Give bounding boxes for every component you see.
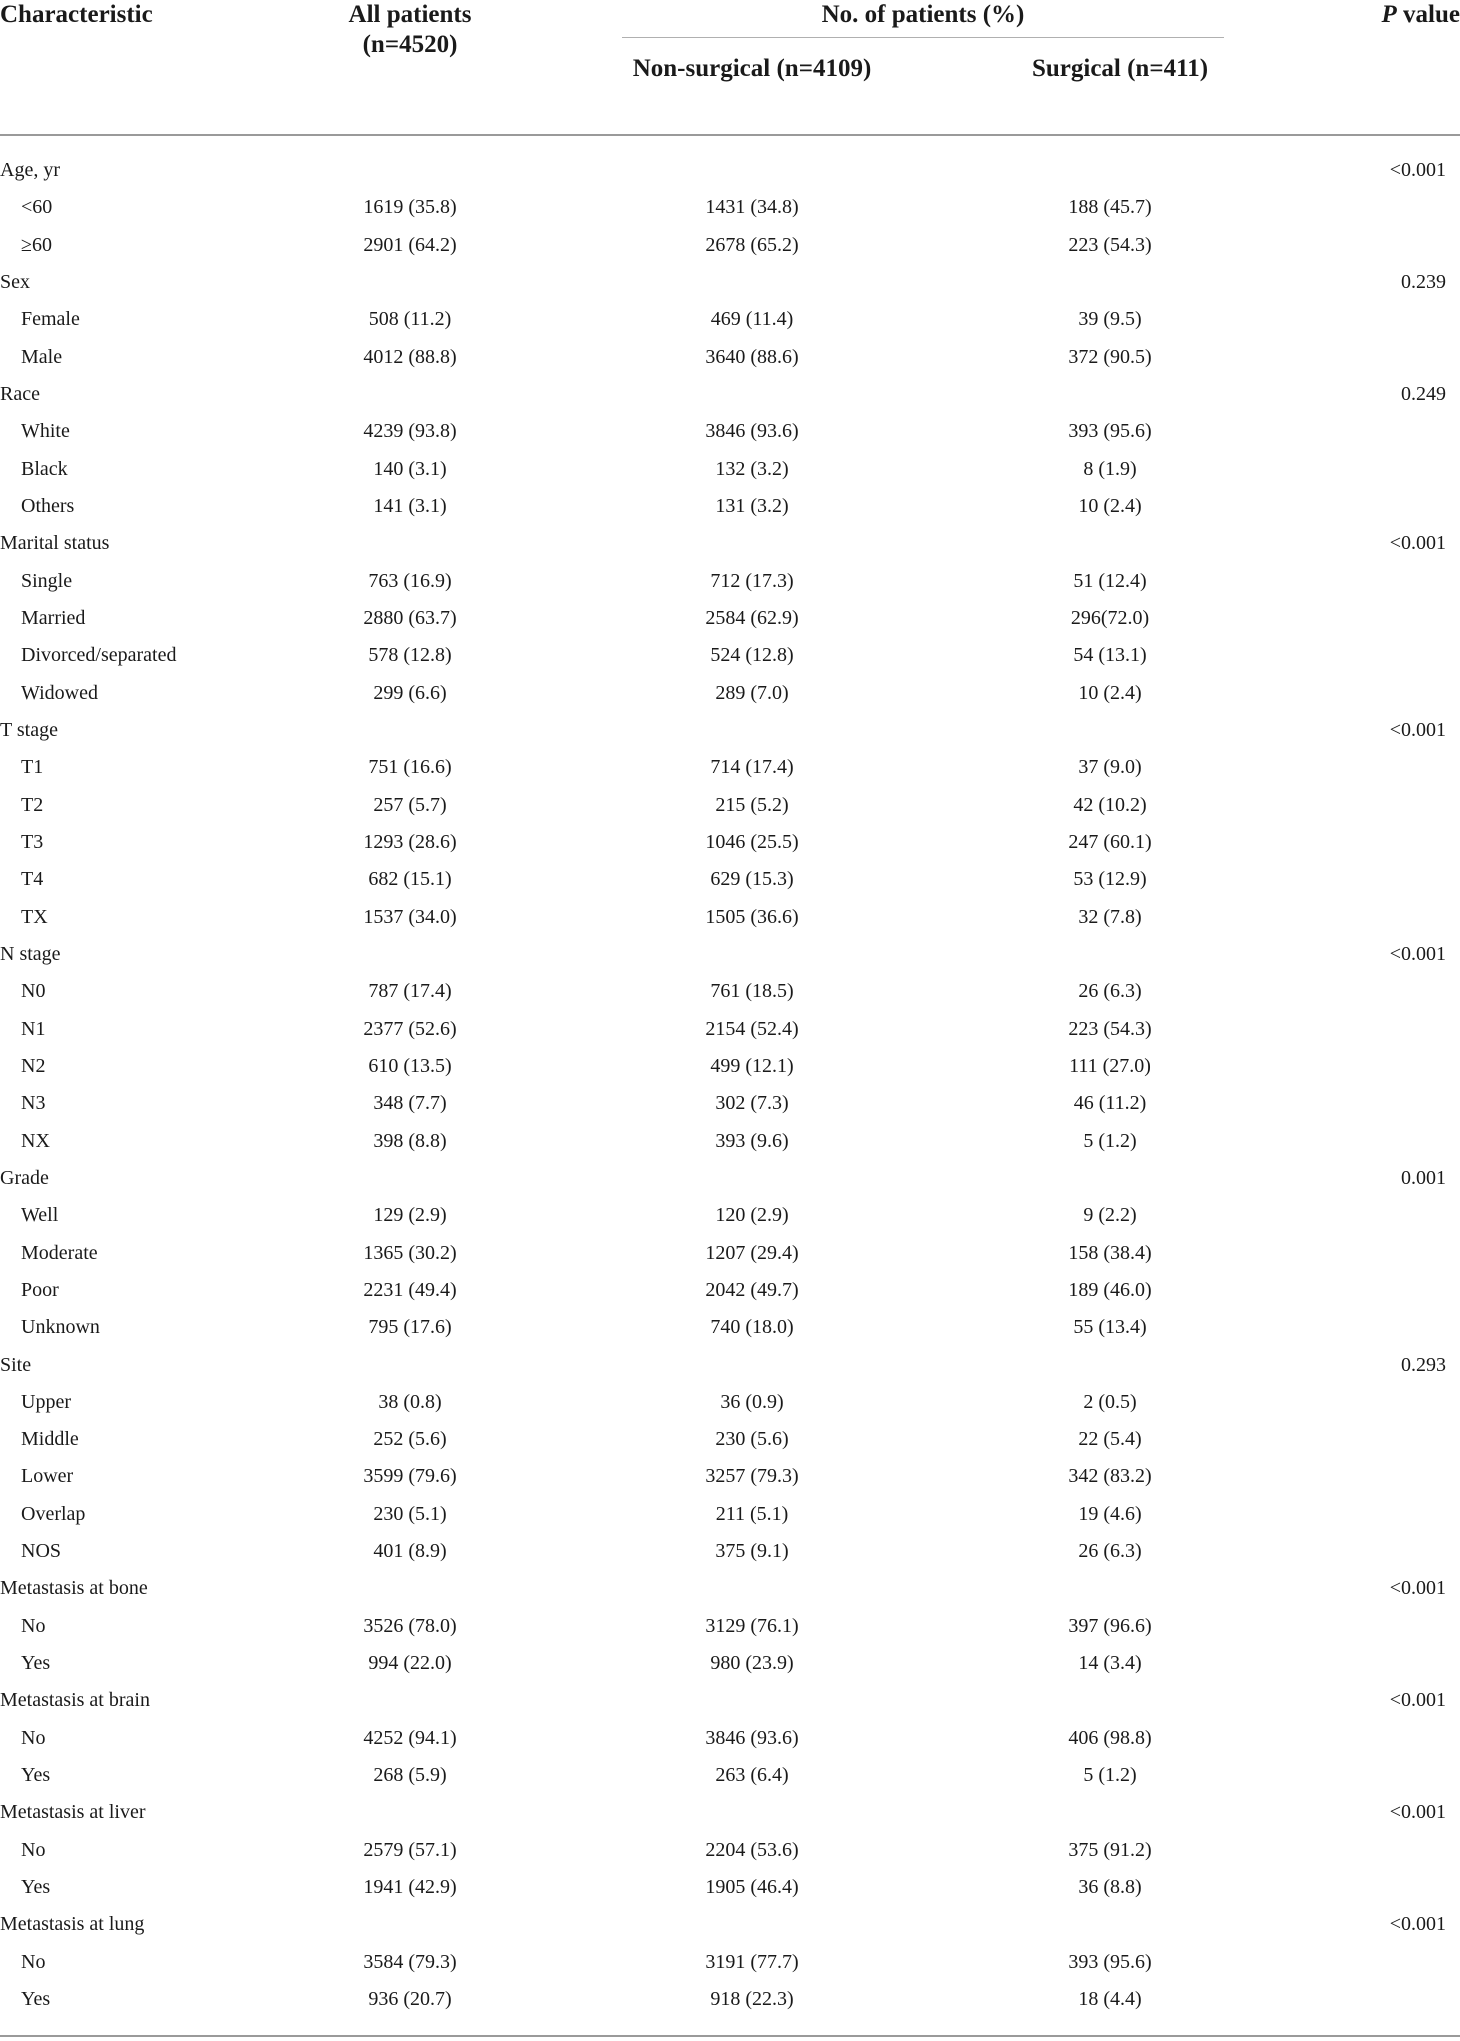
all-patients-value: 2579 (57.1) <box>363 1838 457 1861</box>
bottom-divider <box>0 2035 1460 2037</box>
p-value: 0.239 <box>1401 270 1446 293</box>
non-surgical-value: 3257 (79.3) <box>705 1465 799 1488</box>
row-label: Poor <box>21 1278 59 1301</box>
non-surgical-value: 3640 (88.6) <box>705 345 799 368</box>
surgical-value: 296(72.0) <box>1070 606 1150 629</box>
row-label: Male <box>21 345 63 368</box>
table-row <box>0 1720 1460 1757</box>
all-patients-value: 38 (0.8) <box>378 1390 442 1413</box>
surgical-value: 111 (27.0) <box>1069 1054 1151 1077</box>
row-label: Yes <box>21 1988 51 2011</box>
all-patients-value: 787 (17.4) <box>368 980 452 1003</box>
surgical-value: 223 (54.3) <box>1068 233 1152 256</box>
category-row <box>0 525 1460 562</box>
non-surgical-value: 132 (3.2) <box>715 457 789 480</box>
all-patients-value: 2901 (64.2) <box>363 233 457 256</box>
row-label: NX <box>21 1129 50 1152</box>
non-surgical-value: 302 (7.3) <box>715 1092 789 1115</box>
row-label: T stage <box>0 718 58 741</box>
non-surgical-value: 2042 (49.7) <box>705 1278 799 1301</box>
non-surgical-value: 1046 (25.5) <box>705 830 799 853</box>
header-p-rest: value <box>1396 1 1460 28</box>
all-patients-value: 2231 (49.4) <box>363 1278 457 1301</box>
p-value: <0.001 <box>1389 718 1446 741</box>
table-row <box>0 824 1460 861</box>
non-surgical-value: 1207 (29.4) <box>705 1241 799 1264</box>
table-row <box>0 563 1460 600</box>
table-row <box>0 1235 1460 1272</box>
all-patients-value: 1293 (28.6) <box>363 830 457 853</box>
table-row <box>0 488 1460 525</box>
row-label: Upper <box>21 1390 71 1413</box>
non-surgical-value: 211 (5.1) <box>715 1502 789 1525</box>
non-surgical-value: 918 (22.3) <box>710 1988 794 2011</box>
surgical-value: 18 (4.4) <box>1078 1988 1142 2011</box>
all-patients-value: 2880 (63.7) <box>363 606 457 629</box>
all-patients-value: 4252 (94.1) <box>363 1726 457 1749</box>
header-all-patients-n: (n=4520) <box>362 31 458 58</box>
row-label: White <box>21 420 70 443</box>
table-row <box>0 1011 1460 1048</box>
table-row <box>0 1309 1460 1346</box>
surgical-value: 39 (9.5) <box>1078 308 1142 331</box>
p-value: 0.249 <box>1401 382 1446 405</box>
row-label: No <box>21 1950 46 1973</box>
all-patients-value: 1941 (42.9) <box>363 1876 457 1899</box>
all-patients-value: 141 (3.1) <box>373 494 447 517</box>
table-row <box>0 1944 1460 1981</box>
row-label: Female <box>21 308 80 331</box>
table-row <box>0 1048 1460 1085</box>
table-row <box>0 1981 1460 2018</box>
table-row <box>0 301 1460 338</box>
group-divider <box>622 37 1224 38</box>
surgical-value: 189 (46.0) <box>1068 1278 1152 1301</box>
all-patients-value: 682 (15.1) <box>368 868 452 891</box>
non-surgical-value: 524 (12.8) <box>710 644 794 667</box>
surgical-value: 32 (7.8) <box>1078 905 1142 928</box>
non-surgical-value: 263 (6.4) <box>715 1764 789 1787</box>
surgical-value: 397 (96.6) <box>1068 1614 1152 1637</box>
row-label: Overlap <box>21 1502 86 1525</box>
row-label: No <box>21 1726 46 1749</box>
table-row <box>0 861 1460 898</box>
row-label: Metastasis at liver <box>0 1801 146 1824</box>
header-surgical: Surgical (n=411) <box>1031 55 1209 82</box>
all-patients-value: 252 (5.6) <box>373 1428 447 1451</box>
row-label: T4 <box>21 868 44 891</box>
row-label: Well <box>21 1204 59 1227</box>
surgical-value: 2 (0.5) <box>1083 1390 1137 1413</box>
surgical-value: 22 (5.4) <box>1078 1428 1142 1451</box>
all-patients-value: 140 (3.1) <box>373 457 447 480</box>
row-label: Marital status <box>0 532 110 555</box>
table-row <box>0 339 1460 376</box>
all-patients-value: 610 (13.5) <box>368 1054 452 1077</box>
row-label: N2 <box>21 1054 46 1077</box>
row-label: NOS <box>21 1540 62 1563</box>
non-surgical-value: 393 (9.6) <box>715 1129 789 1152</box>
all-patients-value: 3599 (79.6) <box>363 1465 457 1488</box>
non-surgical-value: 761 (18.5) <box>710 980 794 1003</box>
row-label: Grade <box>0 1166 49 1189</box>
non-surgical-value: 375 (9.1) <box>715 1540 789 1563</box>
all-patients-value: 257 (5.7) <box>373 793 447 816</box>
surgical-value: 10 (2.4) <box>1078 494 1142 517</box>
surgical-value: 37 (9.0) <box>1078 756 1142 779</box>
surgical-value: 51 (12.4) <box>1073 569 1147 592</box>
table-row <box>0 1645 1460 1682</box>
surgical-value: 54 (13.1) <box>1073 644 1147 667</box>
row-label: Metastasis at lung <box>0 1913 145 1936</box>
table-row <box>0 1757 1460 1794</box>
row-label: N3 <box>21 1092 46 1115</box>
row-label: Middle <box>21 1428 79 1451</box>
all-patients-value: 1619 (35.8) <box>363 196 457 219</box>
row-label: Lower <box>21 1465 74 1488</box>
header-characteristic: Characteristic <box>0 1 153 28</box>
non-surgical-value: 629 (15.3) <box>710 868 794 891</box>
category-row <box>0 1570 1460 1607</box>
surgical-value: 158 (38.4) <box>1068 1241 1152 1264</box>
table-row <box>0 637 1460 674</box>
all-patients-value: 508 (11.2) <box>368 308 452 331</box>
surgical-value: 223 (54.3) <box>1068 1017 1152 1040</box>
surgical-value: 19 (4.6) <box>1078 1502 1142 1525</box>
row-label: Site <box>0 1353 32 1376</box>
all-patients-value: 3526 (78.0) <box>363 1614 457 1637</box>
header-p-value <box>1382 0 1460 30</box>
p-value: <0.001 <box>1389 532 1446 555</box>
row-label: Metastasis at bone <box>0 1577 148 1600</box>
table-row <box>0 1384 1460 1421</box>
surgical-value: 247 (60.1) <box>1068 830 1152 853</box>
all-patients-value: 4012 (88.8) <box>363 345 457 368</box>
non-surgical-value: 499 (12.1) <box>710 1054 794 1077</box>
category-row <box>0 936 1460 973</box>
table-row <box>0 675 1460 712</box>
table-row <box>0 973 1460 1010</box>
all-patients-value: 230 (5.1) <box>373 1502 447 1525</box>
row-label: Age, yr <box>0 159 60 181</box>
non-surgical-value: 740 (18.0) <box>710 1316 794 1339</box>
table-row <box>0 413 1460 450</box>
all-patients-value: 751 (16.6) <box>368 756 452 779</box>
all-patients-value: 129 (2.9) <box>373 1204 447 1227</box>
p-value: <0.001 <box>1389 159 1446 181</box>
table-row <box>0 1197 1460 1234</box>
header-group-title: No. of patients (%) <box>821 1 1025 28</box>
p-value: <0.001 <box>1389 942 1446 965</box>
category-row <box>0 376 1460 413</box>
p-value: 0.293 <box>1401 1353 1446 1376</box>
row-label: Metastasis at brain <box>0 1689 150 1712</box>
non-surgical-value: 1905 (46.4) <box>705 1876 799 1899</box>
p-value: <0.001 <box>1389 1801 1446 1824</box>
non-surgical-value: 469 (11.4) <box>710 308 794 331</box>
p-value: <0.001 <box>1389 1577 1446 1600</box>
all-patients-value: 3584 (79.3) <box>363 1950 457 1973</box>
surgical-value: 406 (98.8) <box>1068 1726 1152 1749</box>
non-surgical-value: 980 (23.9) <box>710 1652 794 1675</box>
category-row <box>0 152 1460 189</box>
surgical-value: 5 (1.2) <box>1083 1129 1137 1152</box>
all-patients-value: 348 (7.7) <box>373 1092 447 1115</box>
all-patients-value: 4239 (93.8) <box>363 420 457 443</box>
row-label: T3 <box>21 830 44 853</box>
non-surgical-value: 1431 (34.8) <box>705 196 799 219</box>
row-label: N0 <box>21 980 46 1003</box>
row-label: Black <box>21 457 68 480</box>
row-label: Married <box>21 606 86 629</box>
non-surgical-value: 714 (17.4) <box>710 756 794 779</box>
row-label: Race <box>0 382 40 405</box>
row-label: Unknown <box>21 1316 100 1339</box>
non-surgical-value: 2204 (53.6) <box>705 1838 799 1861</box>
table-row <box>0 1272 1460 1309</box>
all-patients-value: 268 (5.9) <box>373 1764 447 1787</box>
row-label: T1 <box>21 756 44 779</box>
category-row <box>0 712 1460 749</box>
table-row <box>0 189 1460 226</box>
all-patients-value: 398 (8.8) <box>373 1129 447 1152</box>
category-row <box>0 1794 1460 1831</box>
non-surgical-value: 230 (5.6) <box>715 1428 789 1451</box>
all-patients-value: 936 (20.7) <box>368 1988 452 2011</box>
row-label: Others <box>21 494 75 517</box>
header-all-patients <box>330 0 490 60</box>
surgical-value: 26 (6.3) <box>1078 1540 1142 1563</box>
surgical-value: 8 (1.9) <box>1083 457 1137 480</box>
table-row <box>0 1123 1460 1160</box>
row-label: Divorced/separated <box>21 644 177 667</box>
all-patients-value: 401 (8.9) <box>373 1540 447 1563</box>
surgical-value: 14 (3.4) <box>1078 1652 1142 1675</box>
table-row <box>0 1533 1460 1570</box>
row-label: N1 <box>21 1017 46 1040</box>
table-row <box>0 1869 1460 1906</box>
surgical-value: 375 (91.2) <box>1068 1838 1152 1861</box>
table-row <box>0 227 1460 264</box>
surgical-value: 53 (12.9) <box>1073 868 1147 891</box>
non-surgical-value: 2678 (65.2) <box>705 233 799 256</box>
surgical-value: 393 (95.6) <box>1068 1950 1152 1973</box>
row-label: Single <box>21 569 73 592</box>
table-row <box>0 1458 1460 1495</box>
all-patients-value: 578 (12.8) <box>368 644 452 667</box>
non-surgical-value: 1505 (36.6) <box>705 905 799 928</box>
non-surgical-value: 2154 (52.4) <box>705 1017 799 1040</box>
row-label: No <box>21 1614 46 1637</box>
all-patients-value: 299 (6.6) <box>373 681 447 704</box>
table-row <box>0 749 1460 786</box>
all-patients-value: 2377 (52.6) <box>363 1017 457 1040</box>
all-patients-value: 795 (17.6) <box>368 1316 452 1339</box>
category-row <box>0 1682 1460 1719</box>
row-label: Yes <box>21 1764 51 1787</box>
row-label: ≥60 <box>21 233 52 256</box>
row-label: Widowed <box>21 681 98 704</box>
table-row <box>0 1496 1460 1533</box>
table-row <box>0 1085 1460 1122</box>
category-row <box>0 264 1460 301</box>
non-surgical-value: 289 (7.0) <box>715 681 789 704</box>
non-surgical-value: 3846 (93.6) <box>705 420 799 443</box>
row-label: <60 <box>21 196 53 219</box>
surgical-value: 42 (10.2) <box>1073 793 1147 816</box>
surgical-value: 10 (2.4) <box>1078 681 1142 704</box>
surgical-value: 9 (2.2) <box>1083 1204 1137 1227</box>
surgical-value: 342 (83.2) <box>1068 1465 1152 1488</box>
header-all-patients-label: All patients <box>348 1 472 28</box>
row-label: Yes <box>21 1652 51 1675</box>
all-patients-value: 994 (22.0) <box>368 1652 452 1675</box>
table-row <box>0 1832 1460 1869</box>
non-surgical-value: 2584 (62.9) <box>705 606 799 629</box>
all-patients-value: 1537 (34.0) <box>363 905 457 928</box>
surgical-value: 393 (95.6) <box>1068 420 1152 443</box>
surgical-value: 26 (6.3) <box>1078 980 1142 1003</box>
non-surgical-value: 120 (2.9) <box>715 1204 789 1227</box>
table-body <box>0 152 1460 2018</box>
row-label: Moderate <box>21 1241 98 1264</box>
non-surgical-value: 712 (17.3) <box>710 569 794 592</box>
table-row <box>0 1421 1460 1458</box>
row-label: N stage <box>0 942 61 965</box>
surgical-value: 36 (8.8) <box>1078 1876 1142 1899</box>
p-value: <0.001 <box>1389 1689 1446 1712</box>
header-p-italic: P <box>1381 1 1397 28</box>
category-row <box>0 1906 1460 1943</box>
p-value: 0.001 <box>1401 1166 1446 1189</box>
surgical-value: 55 (13.4) <box>1073 1316 1147 1339</box>
non-surgical-value: 215 (5.2) <box>715 793 789 816</box>
p-value: <0.001 <box>1389 1913 1446 1936</box>
non-surgical-value: 3191 (77.7) <box>705 1950 799 1973</box>
category-row <box>0 1347 1460 1384</box>
row-label: TX <box>21 905 48 928</box>
header-divider <box>0 134 1460 136</box>
all-patients-value: 1365 (30.2) <box>363 1241 457 1264</box>
row-label: Sex <box>0 270 30 293</box>
table-row <box>0 899 1460 936</box>
header-non-surgical: Non-surgical (n=4109) <box>632 55 872 82</box>
non-surgical-value: 3846 (93.6) <box>705 1726 799 1749</box>
row-label: T2 <box>21 793 44 816</box>
category-row <box>0 1160 1460 1197</box>
surgical-value: 5 (1.2) <box>1083 1764 1137 1787</box>
non-surgical-value: 3129 (76.1) <box>705 1614 799 1637</box>
table-row <box>0 1608 1460 1645</box>
row-label: No <box>21 1838 46 1861</box>
surgical-value: 372 (90.5) <box>1068 345 1152 368</box>
non-surgical-value: 36 (0.9) <box>720 1390 784 1413</box>
all-patients-value: 763 (16.9) <box>368 569 452 592</box>
row-label: Yes <box>21 1876 51 1899</box>
non-surgical-value: 131 (3.2) <box>715 494 789 517</box>
table-row <box>0 787 1460 824</box>
surgical-value: 188 (45.7) <box>1068 196 1152 219</box>
table-row <box>0 600 1460 637</box>
table-row <box>0 451 1460 488</box>
surgical-value: 46 (11.2) <box>1073 1092 1147 1115</box>
